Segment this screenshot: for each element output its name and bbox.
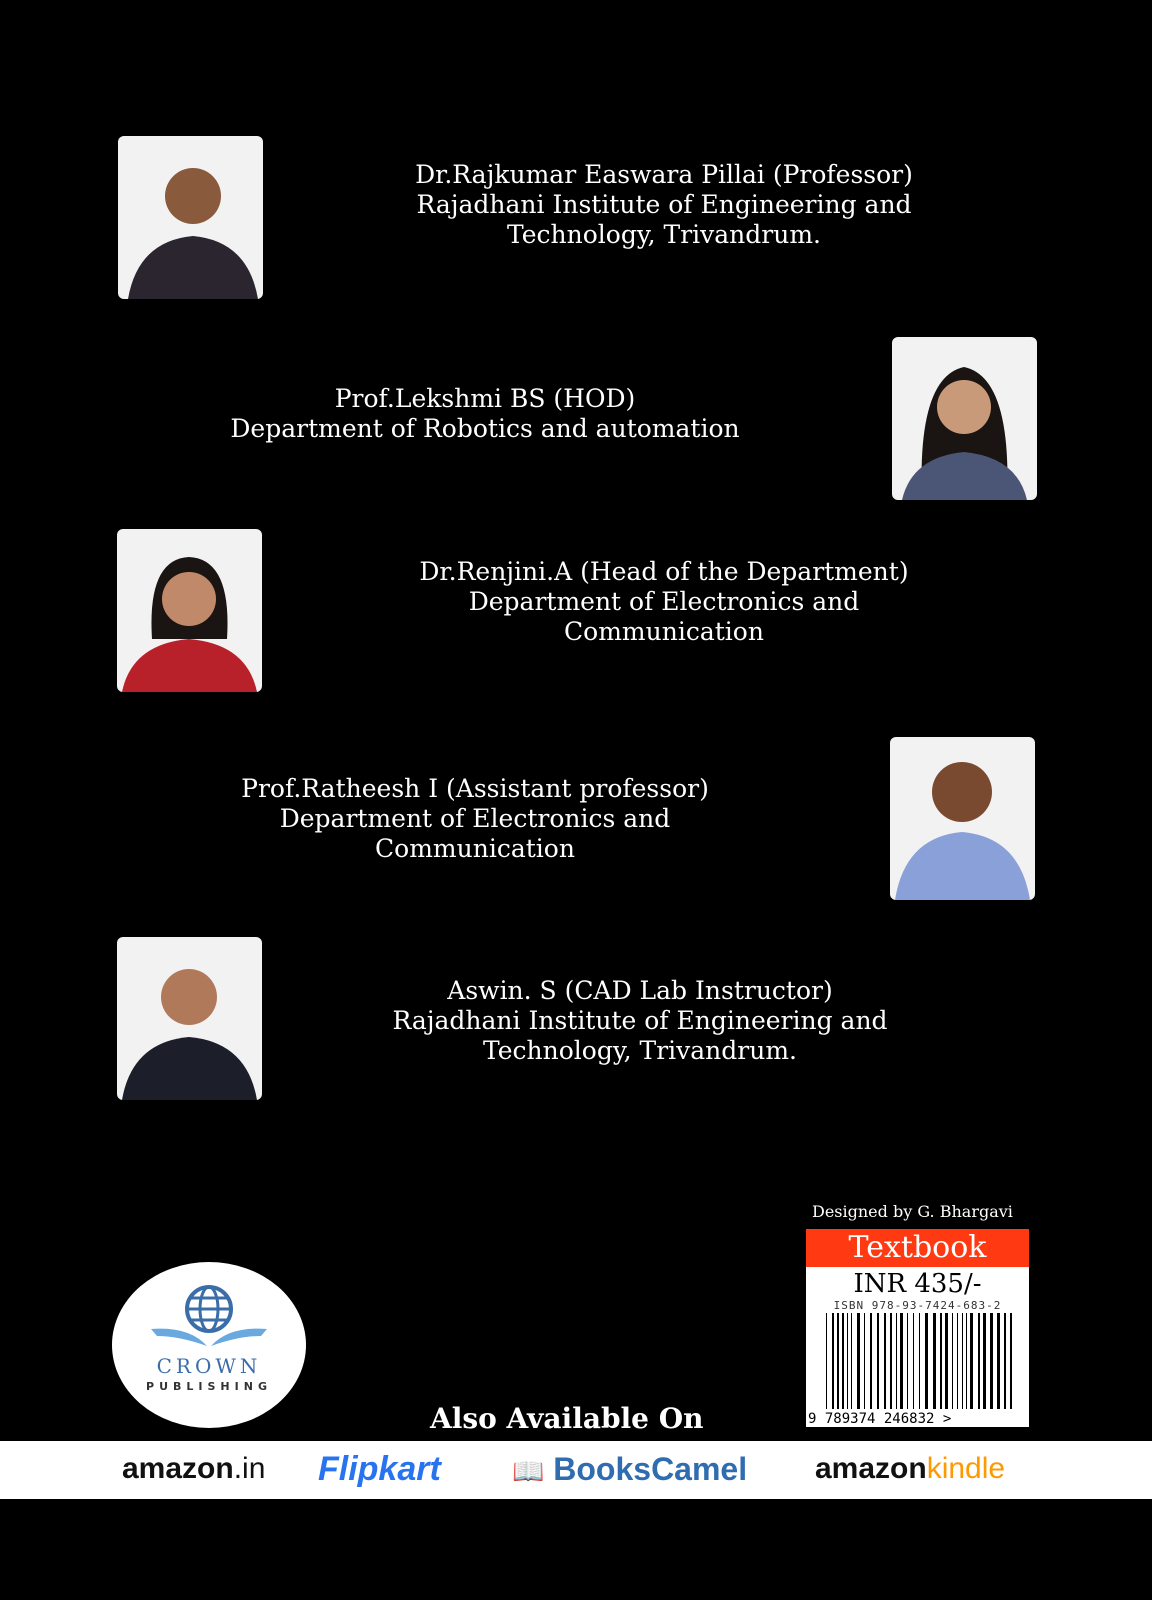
author-bio-4: Prof.Ratheesh I (Assistant professor) Department of Electronics and Communication	[241, 774, 709, 863]
author-photo-3	[117, 529, 262, 692]
publisher-logo	[112, 1262, 306, 1428]
barcode-bar	[919, 1313, 920, 1409]
globe-book-icon	[149, 1284, 269, 1354]
isbn-box	[806, 1229, 1029, 1427]
barcode-bar	[966, 1313, 967, 1409]
barcode-bar	[957, 1313, 958, 1409]
barcode-bar	[884, 1313, 886, 1409]
isbn-text: ISBN 978-93-7424-683-2	[833, 1299, 1002, 1312]
barcode-bar	[896, 1313, 897, 1409]
store-strip	[0, 1441, 1152, 1499]
barcode-bar	[877, 1313, 879, 1409]
barcode-bar	[837, 1313, 839, 1409]
barcode-bar	[945, 1313, 948, 1409]
barcode-bar	[970, 1313, 973, 1409]
camel-book-icon: 📖	[512, 1456, 545, 1486]
author-bio-2: Prof.Lekshmi BS (HOD) Department of Robotics and automation	[230, 384, 740, 443]
barcode-bar	[832, 1313, 834, 1409]
barcode-bar	[907, 1313, 908, 1409]
price: INR 435/-	[853, 1269, 982, 1299]
barcode-bar	[857, 1313, 860, 1409]
author-photo-5	[117, 937, 262, 1100]
barcode-bar	[847, 1313, 848, 1409]
barcode-bar	[900, 1313, 903, 1409]
barcode-bar	[933, 1313, 936, 1409]
publisher-name: CROWN	[156, 1354, 262, 1378]
barcode-bar	[990, 1313, 993, 1409]
flipkart-logo[interactable]: Flipkart	[318, 1450, 441, 1488]
amazon-in-logo[interactable]: amazon.in	[122, 1452, 266, 1485]
barcode-bar	[952, 1313, 953, 1409]
also-available-heading: Also Available On	[430, 1402, 704, 1435]
barcode-bar	[851, 1313, 852, 1409]
barcode	[826, 1313, 1016, 1411]
barcode-bar	[997, 1313, 1000, 1409]
barcode-bar	[925, 1313, 928, 1409]
barcode-bar	[940, 1313, 942, 1409]
barcode-bar	[962, 1313, 963, 1409]
category-label: Textbook	[806, 1229, 1029, 1267]
author-bio-3: Dr.Renjini.A (Head of the Department) Department of Electronics and Communication	[419, 557, 909, 646]
barcode-bar	[978, 1313, 980, 1409]
author-bio-1: Dr.Rajkumar Easwara Pillai (Professor) Rajadhani Institute of Engineering and Technology, Trivandrum.	[415, 160, 913, 249]
designer-credit: Designed by G. Bhargavi	[812, 1202, 1013, 1221]
barcode-bar	[983, 1313, 986, 1409]
barcode-bar	[1010, 1313, 1012, 1409]
barcode-bar	[890, 1313, 892, 1409]
barcode-bar	[1004, 1313, 1006, 1409]
author-photo-2	[892, 337, 1037, 500]
amazon-kindle-logo[interactable]: amazonkindle	[815, 1452, 1006, 1485]
publisher-sub: PUBLISHING	[146, 1380, 272, 1393]
barcode-number: 9 789374 246832 >	[808, 1411, 1027, 1427]
bookscamel-logo[interactable]: 📖 BooksCamel	[512, 1451, 748, 1487]
author-photo-1	[118, 136, 263, 299]
barcode-bar	[864, 1313, 865, 1409]
barcode-bar	[870, 1313, 872, 1409]
author-bio-5: Aswin. S (CAD Lab Instructor) Rajadhani Institute of Engineering and Technology, Trivandrum.	[392, 976, 888, 1065]
barcode-bar	[842, 1313, 844, 1409]
barcode-bar	[913, 1313, 914, 1409]
author-photo-4	[890, 737, 1035, 900]
barcode-bar	[826, 1313, 827, 1409]
